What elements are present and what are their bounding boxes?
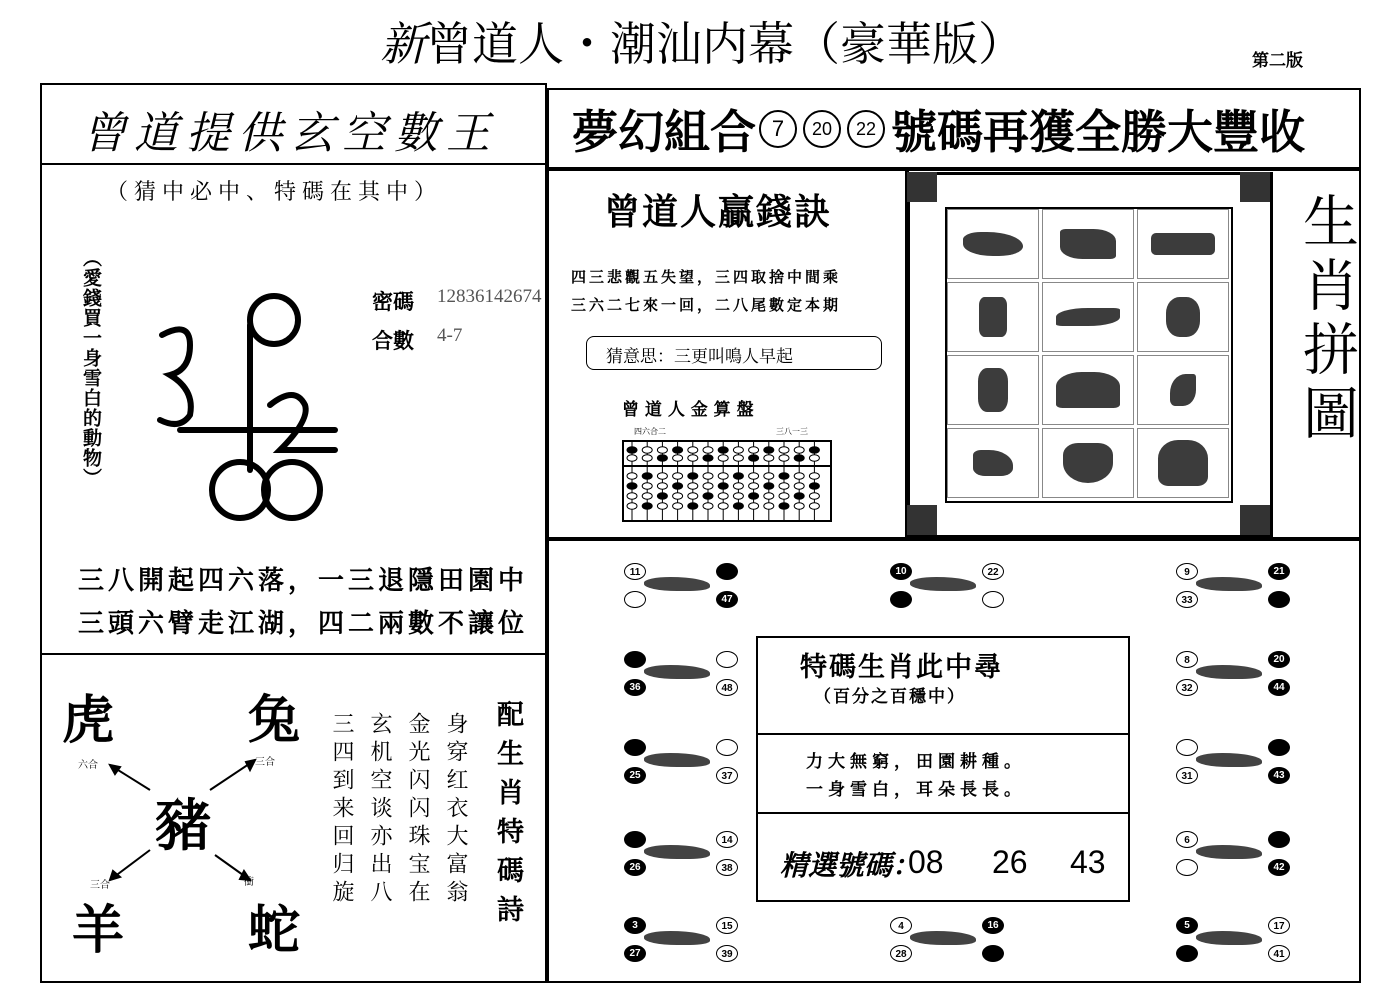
- vertical-note: （愛錢買一身雪白的動物）: [80, 248, 102, 488]
- abacus-bead: [688, 473, 698, 480]
- sum-value: 4-7: [437, 325, 463, 346]
- poem-col-3: 玄机空谈亦出八: [367, 712, 392, 908]
- number-ball: 48: [716, 679, 738, 696]
- puzzle-cell: [947, 355, 1039, 425]
- number-ball: [1176, 859, 1198, 876]
- abacus-bead: [749, 483, 759, 490]
- puzzle-cell: [1042, 209, 1134, 279]
- abacus-bead: [718, 447, 728, 454]
- center-inner-top: [756, 733, 1130, 735]
- hint-line-1: 力大無窮，田園耕種。: [806, 752, 1026, 772]
- animal-silhouette: [1196, 665, 1262, 679]
- abacus-bead: [809, 503, 819, 510]
- abacus-bead: [657, 493, 667, 500]
- hint-line-2: 一身雪白，耳朵長長。: [806, 780, 1026, 800]
- pig-char: 豬: [155, 793, 211, 859]
- abacus-bead: [794, 447, 804, 454]
- banner-text-before: 夢幻組合: [572, 105, 756, 159]
- abacus-bead: [642, 455, 652, 462]
- number-ball: 9: [1176, 563, 1198, 580]
- number-ball: [1268, 591, 1290, 608]
- abacus-bead: [673, 503, 683, 510]
- number-ball: 33: [1176, 591, 1198, 608]
- abacus-bead: [718, 455, 728, 462]
- abacus-bead: [673, 483, 683, 490]
- abacus-bead: [794, 503, 804, 510]
- abacus-bead: [733, 473, 743, 480]
- number-ball: [716, 651, 738, 668]
- animal-silhouette: [1196, 577, 1262, 591]
- rabbit-char: 兔: [248, 690, 301, 751]
- abacus-bead: [642, 473, 652, 480]
- tiger-char: 虎: [62, 690, 115, 751]
- number-ball: [982, 591, 1004, 608]
- banner-text-after: 號碼再獲全勝大豐收: [891, 105, 1305, 159]
- number-ball: 22: [982, 563, 1004, 580]
- animal-silhouette: [1056, 372, 1120, 408]
- puzzle-cell: [947, 428, 1039, 498]
- animal-silhouette: [963, 232, 1023, 256]
- number-ball: [716, 563, 738, 580]
- abacus-bead: [749, 447, 759, 454]
- abacus-bead: [794, 455, 804, 462]
- abacus-bead: [779, 503, 789, 510]
- abacus-bead: [703, 473, 713, 480]
- abacus-bead: [642, 493, 652, 500]
- number-ball: [1176, 945, 1198, 962]
- animal-silhouette: [644, 665, 710, 679]
- abacus-bead: [627, 455, 637, 462]
- abacus-bead: [627, 447, 637, 454]
- animal-silhouette: [1151, 233, 1215, 255]
- abacus-bead: [703, 493, 713, 500]
- middle-title: 曾道人贏錢訣: [604, 191, 833, 233]
- pick-label: 精選號碼：: [780, 849, 921, 882]
- abacus-bead: [703, 447, 713, 454]
- animal-silhouette: [1056, 308, 1120, 326]
- number-ball: 11: [624, 563, 646, 580]
- abacus-left-label: 四六合二: [634, 427, 666, 436]
- sum-label: 合數: [372, 329, 414, 353]
- abacus-bead: [764, 503, 774, 510]
- title-prefix: 新: [380, 17, 426, 71]
- animal-silhouette: [644, 753, 710, 767]
- number-ball: 39: [716, 945, 738, 962]
- number-ball: [716, 739, 738, 756]
- puzzle-corner: [907, 172, 937, 202]
- abacus-bead: [718, 473, 728, 480]
- abacus-bead: [749, 455, 759, 462]
- arrow-label-tr: 三合: [255, 757, 275, 768]
- poem-col-2: 金光闪闪珠宝在: [405, 712, 430, 908]
- number-ball: 44: [1268, 679, 1290, 696]
- number-ball: 26: [624, 859, 646, 876]
- number-ball: 20: [1268, 651, 1290, 668]
- animal-silhouette: [1063, 443, 1113, 483]
- abacus-bead: [688, 447, 698, 454]
- abacus-bead: [642, 483, 652, 490]
- number-ball: 38: [716, 859, 738, 876]
- puzzle-cell: [1042, 428, 1134, 498]
- puzzle-cell: [1137, 355, 1229, 425]
- abacus-bead: [764, 473, 774, 480]
- abacus-bead: [779, 483, 789, 490]
- puzzle-cell: [1042, 355, 1134, 425]
- sheep-char: 羊: [72, 900, 125, 961]
- snake-char: 蛇: [248, 900, 301, 961]
- number-ball: 47: [716, 591, 738, 608]
- abacus-bead: [764, 455, 774, 462]
- abacus-right-label: 三八一三: [776, 427, 808, 436]
- page-title: [380, 8, 1060, 71]
- abacus-bead: [733, 455, 743, 462]
- number-ball: [624, 739, 646, 756]
- abacus-bead: [688, 493, 698, 500]
- code-value: 12836142674: [437, 286, 542, 307]
- abacus-bead: [809, 483, 819, 490]
- number-ball: 25: [624, 767, 646, 784]
- number-ball: 21: [1268, 563, 1290, 580]
- code-label: 密碼: [372, 290, 414, 314]
- abacus-bead: [794, 493, 804, 500]
- number-ball: 32: [1176, 679, 1198, 696]
- number-ball: 10: [890, 563, 912, 580]
- puzzle-title: 生肖拼圖: [1294, 192, 1359, 448]
- abacus-bead: [733, 483, 743, 490]
- poem-line-2: 三頭六臂走江湖，四二兩數不讓位: [78, 609, 529, 639]
- number-ball: 14: [716, 831, 738, 848]
- abacus-bead: [703, 483, 713, 490]
- animal-silhouette: [644, 845, 710, 859]
- edition-label: 第二版: [1252, 51, 1303, 71]
- abacus-bead: [688, 503, 698, 510]
- puzzle-cell: [1042, 282, 1134, 352]
- abacus-bead: [733, 503, 743, 510]
- arrow-label-tl: 六合: [78, 760, 98, 771]
- number-ball: 4: [890, 917, 912, 934]
- abacus-bead: [809, 447, 819, 454]
- puzzle-cell: [1137, 282, 1229, 352]
- animal-silhouette: [1170, 374, 1196, 406]
- number-ball: [1268, 831, 1290, 848]
- abacus-bead: [733, 447, 743, 454]
- poem-title: 配生肖特碼詩: [492, 700, 523, 934]
- number-ball: 31: [1176, 767, 1198, 784]
- abacus-bead: [718, 493, 728, 500]
- banner-number-1: 7: [759, 110, 797, 148]
- number-ball: [1268, 739, 1290, 756]
- poem-line-1: 三八開起四六落，一三退隱田園中: [78, 566, 529, 596]
- banner-number-3: 22: [847, 110, 885, 148]
- animal-silhouette: [1060, 229, 1116, 259]
- number-ball: [890, 591, 912, 608]
- animal-silhouette: [979, 297, 1007, 337]
- number-ball: 27: [624, 945, 646, 962]
- center-title: 特碼生肖此中尋: [800, 652, 1003, 683]
- number-ball: 15: [716, 917, 738, 934]
- puzzle-cell: [947, 209, 1039, 279]
- abacus-bead: [764, 483, 774, 490]
- abacus-bead: [809, 493, 819, 500]
- middle-line-1: 四三悲觀五失望，三四取捨中間乘: [571, 268, 842, 286]
- number-ball: [982, 945, 1004, 962]
- puzzle-cell: [1137, 209, 1229, 279]
- poem-col-4: 三四到来回归旋: [329, 712, 354, 908]
- abacus-bead: [627, 503, 637, 510]
- abacus-bead: [673, 447, 683, 454]
- abacus-bead: [657, 455, 667, 462]
- abacus-bead: [627, 483, 637, 490]
- title-text: 曾道人・潮汕内幕（豪華版）: [426, 17, 1024, 71]
- number-ball: 3: [624, 917, 646, 934]
- abacus-bead: [779, 473, 789, 480]
- abacus-bead: [657, 483, 667, 490]
- abacus-title: 曾 道 人 金 算 盤: [622, 400, 754, 420]
- abacus-bead: [673, 455, 683, 462]
- abacus-bead: [733, 493, 743, 500]
- center-subtitle: （百分之百穩中）: [814, 687, 966, 707]
- pick-number-1: 08: [908, 844, 944, 880]
- abacus-bead: [673, 473, 683, 480]
- left-title-divider: [40, 163, 547, 165]
- abacus-bead: [627, 473, 637, 480]
- abacus-bead: [809, 473, 819, 480]
- number-ball: [624, 831, 646, 848]
- abacus-bead: [627, 493, 637, 500]
- abacus-bead: [703, 455, 713, 462]
- puzzle-corner: [1240, 172, 1270, 202]
- left-panel-subtitle: （猜中必中、特碼在其中）: [106, 180, 443, 205]
- animal-silhouette: [1166, 297, 1200, 337]
- riddle-text: 猜意思：三更叫鳴人早起: [606, 347, 793, 367]
- abacus-bead: [642, 503, 652, 510]
- abacus-bead: [809, 455, 819, 462]
- poem-col-1: 身穿红衣大富翁: [443, 712, 468, 908]
- number-ball: [624, 651, 646, 668]
- number-ball: 36: [624, 679, 646, 696]
- abacus-graphic: [622, 440, 832, 522]
- number-ball: 16: [982, 917, 1004, 934]
- number-ball: [624, 591, 646, 608]
- abacus-bead: [764, 493, 774, 500]
- abacus-bead: [749, 503, 759, 510]
- numeral-figure: [150, 290, 350, 530]
- puzzle-cell: [1137, 428, 1229, 498]
- banner: [572, 96, 1305, 162]
- arrow-label-br: 衝: [244, 877, 254, 888]
- puzzle-corner: [907, 505, 937, 535]
- animal-silhouette: [973, 450, 1013, 476]
- abacus-bead: [749, 473, 759, 480]
- number-ball: 43: [1268, 767, 1290, 784]
- number-ball: 41: [1268, 945, 1290, 962]
- number-ball: 42: [1268, 859, 1290, 876]
- abacus-bead: [718, 483, 728, 490]
- abacus-bead: [749, 493, 759, 500]
- puzzle-cell: [947, 282, 1039, 352]
- abacus-bead: [703, 503, 713, 510]
- abacus-bead: [688, 455, 698, 462]
- animal-silhouette: [978, 368, 1008, 412]
- puzzle-corner: [1240, 505, 1270, 535]
- middle-line-2: 三六二七來一回，二八尾數定本期: [571, 296, 842, 314]
- abacus-bead: [779, 447, 789, 454]
- animal-silhouette: [1196, 753, 1262, 767]
- abacus-bead: [779, 493, 789, 500]
- abacus-bead: [718, 503, 728, 510]
- animal-silhouette: [910, 931, 976, 945]
- animal-silhouette: [644, 577, 710, 591]
- animal-silhouette: [910, 577, 976, 591]
- pick-number-2: 26: [992, 844, 1028, 880]
- abacus-bead: [657, 503, 667, 510]
- center-inner-mid: [756, 812, 1130, 814]
- animal-silhouette: [1196, 931, 1262, 945]
- abacus-bead: [657, 447, 667, 454]
- abacus-bead: [779, 455, 789, 462]
- number-ball: 17: [1268, 917, 1290, 934]
- banner-number-2: 20: [803, 110, 841, 148]
- animal-silhouette: [1158, 440, 1208, 486]
- number-ball: 5: [1176, 917, 1198, 934]
- left-panel-title: 曾道提供玄空數王: [82, 108, 498, 159]
- pick-number-3: 43: [1070, 844, 1106, 880]
- arrow-label-bl: 三合: [90, 880, 110, 891]
- number-ball: 28: [890, 945, 912, 962]
- animal-silhouette: [644, 931, 710, 945]
- abacus-bead: [794, 473, 804, 480]
- abacus-bead: [642, 447, 652, 454]
- abacus-bead: [794, 483, 804, 490]
- number-ball: 37: [716, 767, 738, 784]
- number-ball: 8: [1176, 651, 1198, 668]
- animal-silhouette: [1196, 845, 1262, 859]
- abacus-bead: [688, 483, 698, 490]
- abacus-bead: [657, 473, 667, 480]
- number-ball: [1176, 739, 1198, 756]
- number-ball: 6: [1176, 831, 1198, 848]
- abacus-bead: [673, 493, 683, 500]
- abacus-bead: [764, 447, 774, 454]
